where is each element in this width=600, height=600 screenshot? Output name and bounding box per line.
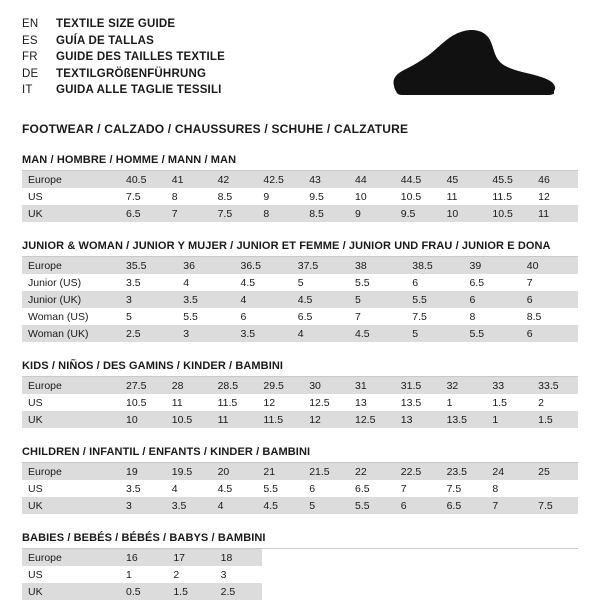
size-cell: 4	[177, 274, 234, 291]
size-cell: 44	[349, 171, 395, 188]
size-cell: 21	[257, 463, 303, 480]
size-cell: 1	[441, 394, 487, 411]
size-cell: 8	[257, 205, 303, 222]
size-cell: 13	[395, 411, 441, 428]
section-title: BABIES / BEBÉS / BÉBÉS / BABYS / BAMBINI	[22, 532, 578, 549]
size-cell: 6.5	[349, 480, 395, 497]
size-cell: 39	[464, 257, 521, 274]
size-cell: 12.5	[303, 394, 349, 411]
size-cell: 42	[212, 171, 258, 188]
size-cell: 2.5	[120, 325, 177, 342]
size-cell: 2.5	[215, 583, 262, 600]
size-cell: 6	[464, 291, 521, 308]
row-label: Junior (US)	[22, 274, 120, 291]
row-label: US	[22, 188, 120, 205]
size-cell: 1.5	[532, 411, 578, 428]
size-cell: 5	[292, 274, 349, 291]
row-label: US	[22, 394, 120, 411]
size-cell: 10	[349, 188, 395, 205]
language-code: FR	[22, 51, 38, 63]
table-row	[22, 480, 578, 497]
language-title: TEXTILE SIZE GUIDE	[56, 18, 176, 30]
section-title: JUNIOR & WOMAN / JUNIOR Y MUJER / JUNIOR ET FEMME / JUNIOR UND FRAU / JUNIOR E DONA	[22, 240, 578, 257]
size-cell: 20	[212, 463, 258, 480]
size-cell: 4.5	[292, 291, 349, 308]
size-table-body	[22, 377, 578, 428]
section-kids	[22, 360, 578, 428]
size-cell: 6	[303, 480, 349, 497]
size-cell: 19	[120, 463, 166, 480]
size-cell: 5	[120, 308, 177, 325]
row-label: US	[22, 566, 120, 583]
size-cell: 4.5	[257, 497, 303, 514]
section-man	[22, 154, 578, 222]
size-cell: 3	[177, 325, 234, 342]
size-cell: 3.5	[120, 480, 166, 497]
size-cell: 38.5	[406, 257, 463, 274]
size-cell: 11.5	[212, 394, 258, 411]
size-cell: 6.5	[292, 308, 349, 325]
row-label: Europe	[22, 463, 120, 480]
size-cell: 7.5	[120, 188, 166, 205]
size-cell: 3.5	[235, 325, 292, 342]
size-cell: 1	[120, 566, 167, 583]
size-cell: 41	[166, 171, 212, 188]
row-label: Europe	[22, 377, 120, 394]
language-title: GUÍA DE TALLAS	[56, 34, 154, 47]
size-cell: 7.5	[212, 205, 258, 222]
size-cell: 16	[120, 549, 167, 566]
language-title-list	[22, 16, 225, 99]
size-cell: 18	[215, 549, 262, 566]
size-cell: 11	[166, 394, 212, 411]
size-cell: 42.5	[257, 171, 303, 188]
size-cell: 6	[235, 308, 292, 325]
size-cell: 19.5	[166, 463, 212, 480]
table-row	[22, 257, 578, 274]
footwear-category-title: FOOTWEAR / CALZADO / CHAUSSURES / SCHUHE / CALZATURE	[22, 122, 409, 136]
size-table	[22, 257, 578, 342]
table-row	[22, 497, 578, 514]
size-cell: 7.5	[441, 480, 487, 497]
size-cell: 6.5	[441, 497, 487, 514]
language-row	[22, 66, 225, 83]
size-cell: 7.5	[406, 308, 463, 325]
size-cell: 9.5	[303, 188, 349, 205]
size-cell: 7	[395, 480, 441, 497]
size-cell: 6	[521, 325, 578, 342]
size-cell: 1.5	[486, 394, 532, 411]
size-cell: 6	[395, 497, 441, 514]
size-cell: 2	[167, 566, 214, 583]
size-cell: 10.5	[395, 188, 441, 205]
size-cell: 7.5	[532, 497, 578, 514]
size-cell: 5.5	[349, 497, 395, 514]
row-label: Europe	[22, 257, 120, 274]
size-cell: 46	[532, 171, 578, 188]
size-cell: 31	[349, 377, 395, 394]
dress-shoe-icon	[382, 24, 562, 109]
size-cell: 45	[441, 171, 487, 188]
size-cell: 3.5	[120, 274, 177, 291]
size-cell: 28.5	[212, 377, 258, 394]
size-cell: 36.5	[235, 257, 292, 274]
size-cell: 9	[349, 205, 395, 222]
language-row	[22, 16, 225, 33]
size-cell: 5	[349, 291, 406, 308]
size-cell: 10.5	[120, 394, 166, 411]
size-cell: 13	[349, 394, 395, 411]
size-cell: 10.5	[486, 205, 532, 222]
row-label: US	[22, 480, 120, 497]
table-row	[22, 291, 578, 308]
language-code: IT	[22, 84, 33, 96]
size-table	[22, 171, 578, 222]
size-cell: 11.5	[486, 188, 532, 205]
size-cell: 2	[532, 394, 578, 411]
size-cell: 8	[464, 308, 521, 325]
section-babies	[22, 532, 578, 600]
language-row	[22, 33, 225, 50]
size-cell: 7	[349, 308, 406, 325]
language-title: TEXTILGRÖßENFÜHRUNG	[56, 67, 207, 80]
language-title: GUIDE DES TAILLES TEXTILE	[56, 51, 225, 63]
size-cell: 43	[303, 171, 349, 188]
size-cell: 4.5	[235, 274, 292, 291]
size-cell: 24	[486, 463, 532, 480]
size-table-body	[22, 171, 578, 222]
size-cell: 12.5	[349, 411, 395, 428]
row-label: Woman (UK)	[22, 325, 120, 342]
size-cell: 23.5	[441, 463, 487, 480]
size-cell: 38	[349, 257, 406, 274]
row-label: Woman (US)	[22, 308, 120, 325]
size-cell: 6.5	[120, 205, 166, 222]
table-row	[22, 566, 262, 583]
language-code: EN	[22, 18, 39, 30]
size-cell: 40.5	[120, 171, 166, 188]
size-table	[22, 549, 262, 600]
size-cell: 5	[303, 497, 349, 514]
size-cell: 32	[441, 377, 487, 394]
size-cell: 35.5	[120, 257, 177, 274]
table-row	[22, 411, 578, 428]
size-cell: 4	[235, 291, 292, 308]
section-junior-woman	[22, 240, 578, 342]
size-cell: 4	[212, 497, 258, 514]
row-label: Europe	[22, 171, 120, 188]
size-cell: 11	[441, 188, 487, 205]
size-cell: 9.5	[395, 205, 441, 222]
size-cell: 12	[303, 411, 349, 428]
table-row	[22, 394, 578, 411]
size-table-body	[22, 257, 578, 342]
table-row	[22, 205, 578, 222]
size-cell: 40	[521, 257, 578, 274]
language-row	[22, 82, 225, 99]
size-cell: 1	[486, 411, 532, 428]
size-cell: 7	[486, 497, 532, 514]
table-row	[22, 583, 262, 600]
size-cell: 25	[532, 463, 578, 480]
size-cell: 8.5	[303, 205, 349, 222]
size-cell: 12	[257, 394, 303, 411]
size-cell: 5	[406, 325, 463, 342]
size-cell: 8.5	[521, 308, 578, 325]
size-cell: 17	[167, 549, 214, 566]
size-cell: 7	[521, 274, 578, 291]
size-cell: 31.5	[395, 377, 441, 394]
language-code: DE	[22, 67, 39, 80]
size-cell: 22	[349, 463, 395, 480]
size-cell: 5.5	[349, 274, 406, 291]
size-cell: 11	[212, 411, 258, 428]
section-children	[22, 446, 578, 514]
row-label: Junior (UK)	[22, 291, 120, 308]
size-cell: 8.5	[212, 188, 258, 205]
size-cell: 0.5	[120, 583, 167, 600]
size-cell: 13.5	[441, 411, 487, 428]
size-table	[22, 377, 578, 428]
size-cell: 28	[166, 377, 212, 394]
table-row	[22, 377, 578, 394]
size-cell: 12	[532, 188, 578, 205]
row-label: UK	[22, 411, 120, 428]
size-cell: 8	[166, 188, 212, 205]
size-cell	[532, 480, 578, 497]
language-title-list-body	[22, 16, 225, 99]
size-cell: 11	[532, 205, 578, 222]
size-table-body	[22, 463, 578, 514]
language-row	[22, 49, 225, 66]
size-cell: 27.5	[120, 377, 166, 394]
size-cell: 5.5	[464, 325, 521, 342]
size-cell: 3.5	[166, 497, 212, 514]
size-cell: 30	[303, 377, 349, 394]
row-label: Europe	[22, 549, 120, 566]
size-cell: 5.5	[177, 308, 234, 325]
size-cell: 8	[486, 480, 532, 497]
language-code: ES	[22, 34, 38, 47]
size-cell: 4.5	[349, 325, 406, 342]
size-table	[22, 463, 578, 514]
table-row	[22, 549, 262, 566]
size-cell: 21.5	[303, 463, 349, 480]
size-cell: 6	[521, 291, 578, 308]
section-title: CHILDREN / INFANTIL / ENFANTS / KINDER / BAMBINI	[22, 446, 578, 463]
size-cell: 4	[292, 325, 349, 342]
table-row	[22, 188, 578, 205]
size-cell: 10.5	[166, 411, 212, 428]
size-cell: 13.5	[395, 394, 441, 411]
size-cell: 33.5	[532, 377, 578, 394]
row-label: UK	[22, 205, 120, 222]
size-cell: 36	[177, 257, 234, 274]
row-label: UK	[22, 497, 120, 514]
section-title: MAN / HOMBRE / HOMME / MANN / MAN	[22, 154, 578, 171]
size-cell: 9	[257, 188, 303, 205]
size-cell: 3.5	[177, 291, 234, 308]
size-cell: 3	[120, 497, 166, 514]
size-cell: 29.5	[257, 377, 303, 394]
size-cell: 22.5	[395, 463, 441, 480]
size-cell: 4	[166, 480, 212, 497]
table-row	[22, 463, 578, 480]
size-cell: 33	[486, 377, 532, 394]
size-cell: 5.5	[257, 480, 303, 497]
table-row	[22, 308, 578, 325]
size-table-body	[22, 549, 262, 600]
row-label: UK	[22, 583, 120, 600]
size-cell: 10	[120, 411, 166, 428]
size-cell: 1.5	[167, 583, 214, 600]
table-row	[22, 274, 578, 291]
section-title: KIDS / NIÑOS / DES GAMINS / KINDER / BAMBINI	[22, 360, 578, 377]
size-cell: 11.5	[257, 411, 303, 428]
size-cell: 45.5	[486, 171, 532, 188]
size-cell: 44.5	[395, 171, 441, 188]
size-cell: 5.5	[406, 291, 463, 308]
size-cell: 37.5	[292, 257, 349, 274]
size-cell: 6.5	[464, 274, 521, 291]
header	[22, 16, 578, 108]
size-cell: 6	[406, 274, 463, 291]
table-row	[22, 171, 578, 188]
table-row	[22, 325, 578, 342]
size-cell: 3	[120, 291, 177, 308]
size-cell: 10	[441, 205, 487, 222]
size-cell: 3	[215, 566, 262, 583]
size-cell: 4.5	[212, 480, 258, 497]
language-title: GUIDA ALLE TAGLIE TESSILI	[56, 84, 222, 96]
size-cell: 7	[166, 205, 212, 222]
